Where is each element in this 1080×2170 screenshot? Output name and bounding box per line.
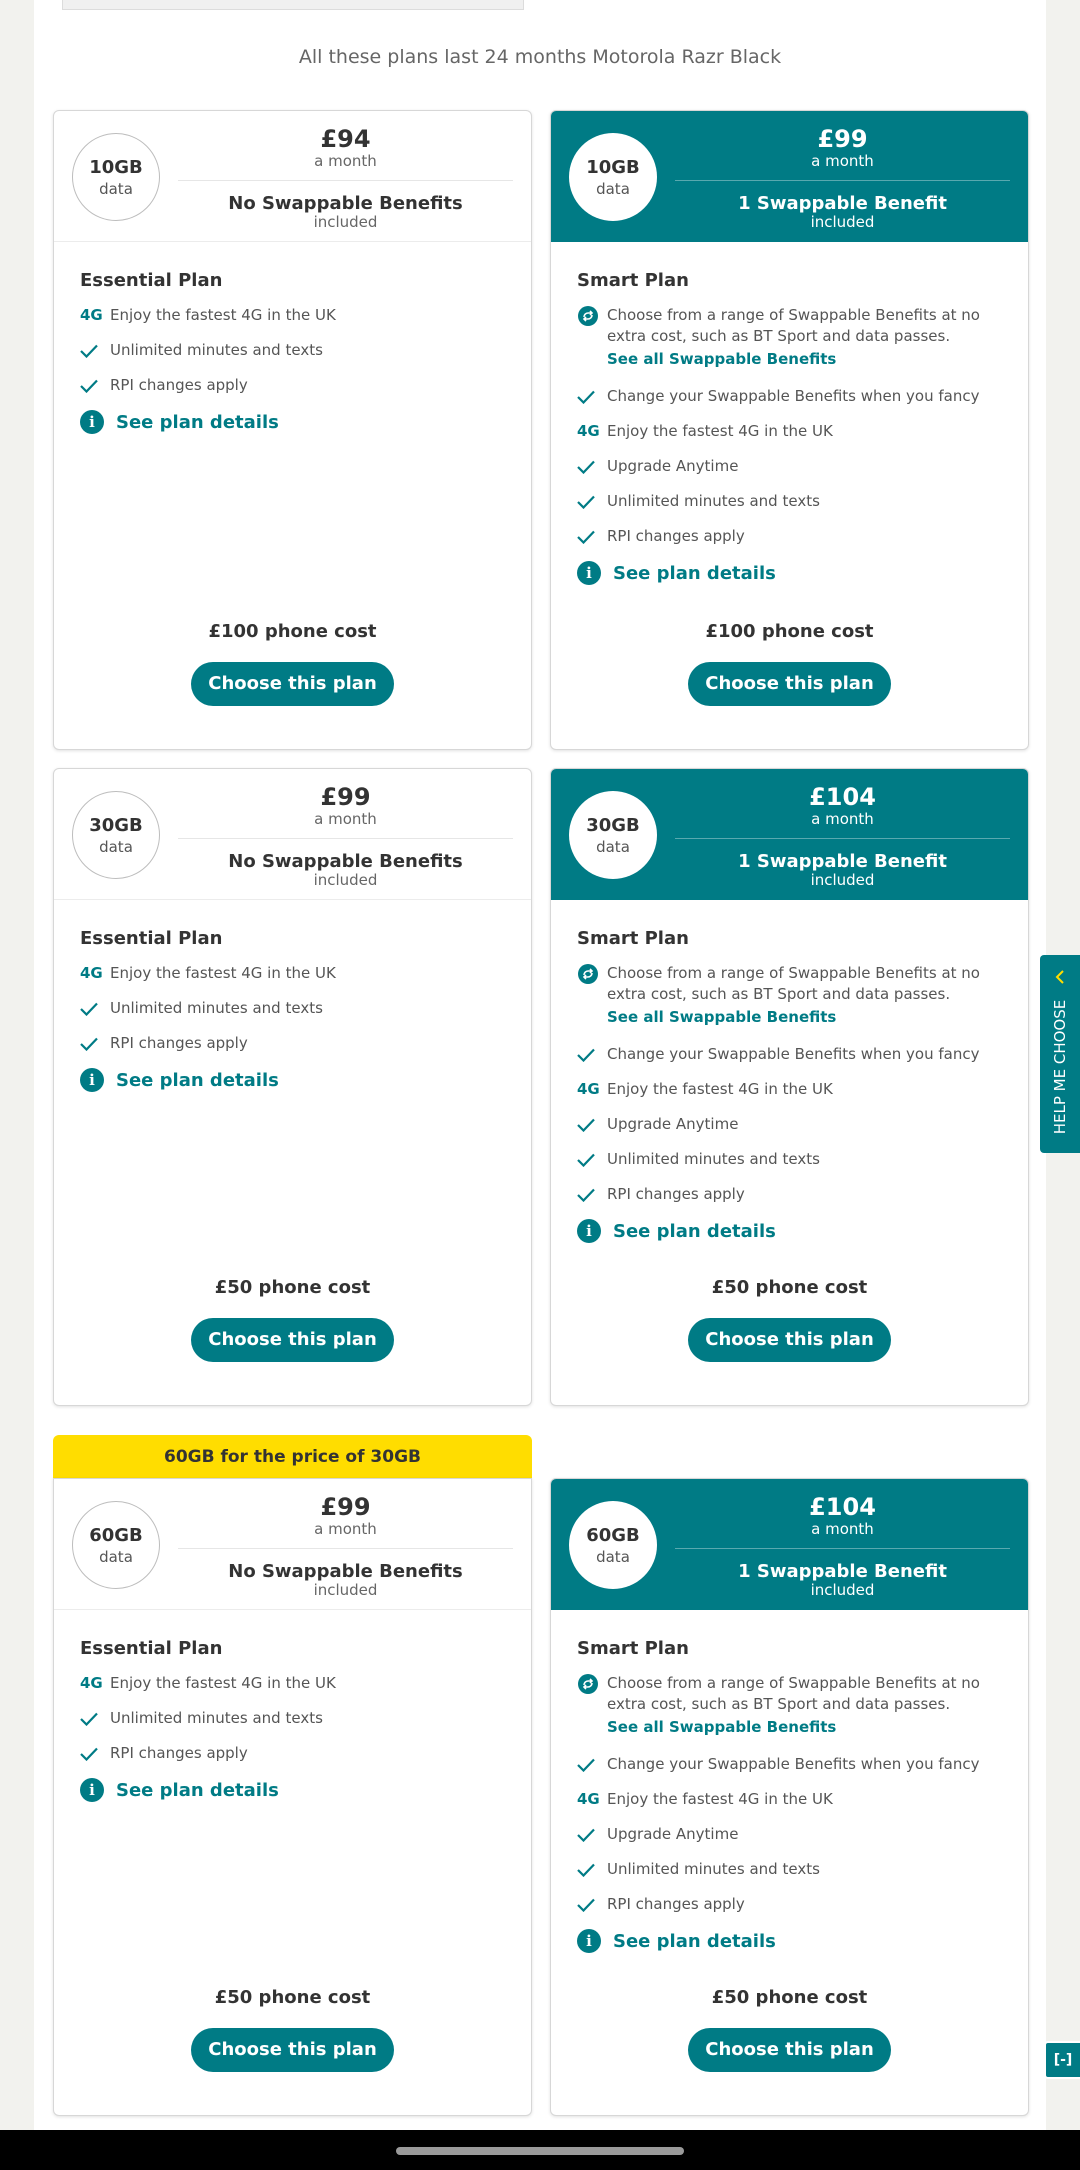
feature-item	[577, 526, 1002, 547]
see-plan-details-link[interactable]	[80, 1068, 505, 1092]
top-strip	[62, 0, 524, 10]
check-icon	[577, 526, 607, 547]
feature-item	[80, 998, 505, 1019]
feature-text: Enjoy the fastest 4G in the UK	[607, 1790, 833, 1808]
plan-card-header	[551, 769, 1028, 900]
swappable-benefits-icon	[577, 963, 607, 984]
feature-text: Unlimited minutes and texts	[607, 1860, 820, 1878]
price-period: a month	[314, 1520, 377, 1538]
plan-card-header	[54, 111, 531, 242]
header-divider	[178, 1548, 513, 1549]
details-label: See plan details	[116, 1779, 279, 1801]
details-label: See plan details	[116, 1069, 279, 1091]
details-label: See plan details	[116, 411, 279, 433]
price-period: a month	[314, 810, 377, 828]
see-plan-details-link[interactable]	[80, 1778, 505, 1802]
price-block	[178, 125, 513, 230]
feature-text: Unlimited minutes and texts	[607, 492, 820, 510]
feature-item	[577, 1894, 1002, 1915]
feature-text: Upgrade Anytime	[607, 1825, 739, 1843]
feature-item	[80, 963, 505, 984]
plan-card-footer	[551, 1277, 1028, 1362]
check-icon	[577, 1114, 607, 1135]
feature-item	[577, 1754, 1002, 1775]
see-plan-details-link[interactable]	[577, 1219, 1002, 1243]
header-divider	[675, 1548, 1010, 1549]
page-subtitle: All these plans last 24 months Motorola Razr Black	[298, 46, 782, 68]
data-label: data	[99, 837, 133, 856]
4g-icon: 4G	[577, 422, 600, 440]
plan-card-footer	[54, 621, 531, 706]
plan-card-footer	[54, 1987, 531, 2072]
data-amount: 30GB	[586, 814, 640, 836]
phone-cost: £100 phone cost	[705, 621, 874, 642]
check-icon	[577, 456, 607, 477]
info-icon: i	[80, 1778, 104, 1802]
feature-text: Unlimited minutes and texts	[110, 341, 323, 359]
data-allowance-badge	[569, 1501, 657, 1589]
feature-text: Change your Swappable Benefits when you fancy	[607, 1045, 980, 1063]
details-label: See plan details	[613, 1220, 776, 1242]
4g-icon: 4G	[577, 1790, 600, 1808]
feature-item	[577, 1859, 1002, 1880]
price-period: a month	[811, 1520, 874, 1538]
feature-item	[577, 1824, 1002, 1845]
data-amount: 60GB	[89, 1524, 143, 1546]
benefit-included: included	[313, 1581, 378, 1599]
plan-card-essential-60gb	[53, 1478, 532, 2116]
choose-plan-button[interactable]: Choose this plan	[688, 662, 891, 706]
benefit-count: No Swappable Benefits	[228, 193, 463, 214]
details-label: See plan details	[613, 562, 776, 584]
feature-text: Enjoy the fastest 4G in the UK	[110, 306, 336, 324]
feature-item	[80, 305, 505, 326]
feature-text: RPI changes apply	[110, 1744, 248, 1762]
plan-card-header	[54, 1479, 531, 1610]
benefit-count: 1 Swappable Benefit	[738, 851, 947, 872]
monthly-price: £94	[320, 125, 371, 153]
price-block	[675, 1493, 1010, 1598]
check-icon	[80, 1708, 110, 1729]
plan-card-footer	[551, 621, 1028, 706]
plan-card-footer	[54, 1277, 531, 1362]
plan-card-footer	[551, 1987, 1028, 2072]
swappable-benefits-icon	[577, 305, 607, 326]
benefit-included: included	[810, 1581, 875, 1599]
price-block	[675, 783, 1010, 888]
plan-card-body	[551, 1610, 1028, 1953]
monthly-price: £104	[809, 783, 876, 811]
feature-item	[577, 1114, 1002, 1135]
plan-card-body	[551, 900, 1028, 1243]
data-allowance-badge	[72, 1501, 160, 1589]
feature-text: RPI changes apply	[110, 1034, 248, 1052]
plan-card-body	[551, 242, 1028, 585]
feature-item	[577, 491, 1002, 512]
data-amount: 10GB	[586, 156, 640, 178]
header-divider	[675, 180, 1010, 181]
plan-card-body	[54, 242, 531, 434]
check-icon	[577, 1824, 607, 1845]
see-all-swappable-benefits-link[interactable]: See all Swappable Benefits	[607, 1008, 837, 1026]
feature-item	[577, 386, 1002, 407]
4g-icon: 4G	[577, 1080, 600, 1098]
monthly-price: £104	[809, 1493, 876, 1521]
phone-cost: £50 phone cost	[711, 1987, 868, 2008]
check-icon	[80, 340, 110, 361]
benefit-included: included	[810, 871, 875, 889]
plan-card-header	[551, 111, 1028, 242]
help-me-choose-tab[interactable]	[1040, 955, 1080, 1153]
feature-text: Enjoy the fastest 4G in the UK	[110, 1674, 336, 1692]
check-icon	[80, 998, 110, 1019]
choose-plan-button[interactable]: Choose this plan	[688, 1318, 891, 1362]
feature-item	[577, 305, 1002, 370]
feature-item	[80, 340, 505, 361]
plan-card-body	[54, 1610, 531, 1802]
feature-item	[577, 456, 1002, 477]
price-block	[178, 1493, 513, 1598]
feature-text: Unlimited minutes and texts	[110, 999, 323, 1017]
data-allowance-badge	[569, 791, 657, 879]
plan-name: Essential Plan	[80, 270, 223, 291]
promo-banner: 60GB for the price of 30GB	[53, 1435, 532, 1479]
benefit-included: included	[313, 213, 378, 231]
details-label: See plan details	[613, 1930, 776, 1952]
info-icon: i	[80, 1068, 104, 1092]
benefit-included: included	[810, 213, 875, 231]
phone-cost: £50 phone cost	[214, 1987, 371, 2008]
benefit-count: No Swappable Benefits	[228, 1561, 463, 1582]
phone-cost: £50 phone cost	[711, 1277, 868, 1298]
home-gesture-handle[interactable]	[396, 2147, 684, 2155]
feature-item	[80, 375, 505, 396]
check-icon	[577, 491, 607, 512]
swappable-benefits-icon	[577, 1673, 607, 1694]
feature-text: Change your Swappable Benefits when you fancy	[607, 387, 980, 405]
choose-plan-button[interactable]: Choose this plan	[191, 2028, 394, 2072]
data-allowance-badge	[72, 791, 160, 879]
feature-item	[577, 1184, 1002, 1205]
plan-card-smart-10gb	[550, 110, 1029, 750]
feature-text: Choose from a range of Swappable Benefits at no extra cost, such as BT Sport and data passes. See all Swappable Benefits	[607, 1673, 1002, 1738]
check-icon	[80, 1743, 110, 1764]
feature-text: Enjoy the fastest 4G in the UK	[607, 1080, 833, 1098]
phone-cost: £50 phone cost	[214, 1277, 371, 1298]
plan-name: Smart Plan	[577, 1638, 689, 1659]
feature-text: Change your Swappable Benefits when you fancy	[607, 1755, 980, 1773]
feature-item	[80, 1033, 505, 1054]
plan-card-smart-30gb	[550, 768, 1029, 1406]
feature-item	[577, 1789, 1002, 1810]
price-block	[178, 783, 513, 888]
info-icon: i	[80, 410, 104, 434]
info-icon: i	[577, 1219, 601, 1243]
see-plan-details-link[interactable]	[577, 561, 1002, 585]
data-allowance-badge	[569, 133, 657, 221]
benefit-count: 1 Swappable Benefit	[738, 1561, 947, 1582]
data-label: data	[596, 1547, 630, 1566]
feature-item	[577, 1673, 1002, 1738]
feature-text: Choose from a range of Swappable Benefits at no extra cost, such as BT Sport and data passes. See all Swappable Benefits	[607, 305, 1002, 370]
4g-icon: 4G	[80, 306, 103, 324]
help-me-choose-label: HELP ME CHOOSE	[1051, 999, 1069, 1135]
feature-text: RPI changes apply	[110, 376, 248, 394]
check-icon	[80, 1033, 110, 1054]
feature-item	[80, 1743, 505, 1764]
feature-text: RPI changes apply	[607, 527, 745, 545]
feature-text: Enjoy the fastest 4G in the UK	[607, 422, 833, 440]
data-label: data	[99, 1547, 133, 1566]
plan-name: Smart Plan	[577, 270, 689, 291]
price-block	[675, 125, 1010, 230]
see-plan-details-link[interactable]	[80, 410, 505, 434]
feature-item	[577, 1149, 1002, 1170]
data-label: data	[99, 179, 133, 198]
feature-item	[80, 1708, 505, 1729]
see-plan-details-link[interactable]	[577, 1929, 1002, 1953]
price-period: a month	[314, 152, 377, 170]
benefit-count: 1 Swappable Benefit	[738, 193, 947, 214]
feature-text: Upgrade Anytime	[607, 457, 739, 475]
4g-icon: 4G	[80, 964, 103, 982]
info-icon: i	[577, 1929, 601, 1953]
data-amount: 60GB	[586, 1524, 640, 1546]
header-divider	[675, 838, 1010, 839]
feature-text: RPI changes apply	[607, 1895, 745, 1913]
feature-item	[577, 963, 1002, 1028]
feature-item	[577, 1044, 1002, 1065]
phone-cost: £100 phone cost	[208, 621, 377, 642]
plan-card-header	[551, 1479, 1028, 1610]
plan-card-smart-60gb	[550, 1478, 1029, 2116]
feature-item	[577, 421, 1002, 442]
check-icon	[577, 1894, 607, 1915]
data-amount: 30GB	[89, 814, 143, 836]
header-divider	[178, 838, 513, 839]
feature-text: Enjoy the fastest 4G in the UK	[110, 964, 336, 982]
plan-card-body	[54, 900, 531, 1092]
choose-plan-button[interactable]: Choose this plan	[688, 2028, 891, 2072]
plan-name: Essential Plan	[80, 1638, 223, 1659]
see-all-swappable-benefits-link[interactable]: See all Swappable Benefits	[607, 1718, 837, 1736]
see-all-swappable-benefits-link[interactable]: See all Swappable Benefits	[607, 350, 837, 368]
check-icon	[577, 1044, 607, 1065]
feature-text: Unlimited minutes and texts	[607, 1150, 820, 1168]
price-period: a month	[811, 810, 874, 828]
plan-card-essential-30gb	[53, 768, 532, 1406]
choose-plan-button[interactable]: Choose this plan	[191, 662, 394, 706]
plan-name: Smart Plan	[577, 928, 689, 949]
header-divider	[178, 180, 513, 181]
check-icon	[577, 1149, 607, 1170]
feature-text: Upgrade Anytime	[607, 1115, 739, 1133]
monthly-price: £99	[320, 1493, 371, 1521]
check-icon	[80, 375, 110, 396]
system-navigation-bar	[0, 2130, 1080, 2170]
check-icon	[577, 1754, 607, 1775]
check-icon	[577, 386, 607, 407]
chevron-left-icon	[1052, 969, 1068, 985]
data-label: data	[596, 179, 630, 198]
feature-text: RPI changes apply	[607, 1185, 745, 1203]
4g-icon: 4G	[80, 1674, 103, 1692]
monthly-price: £99	[320, 783, 371, 811]
price-period: a month	[811, 152, 874, 170]
data-label: data	[596, 837, 630, 856]
data-allowance-badge	[72, 133, 160, 221]
benefit-included: included	[313, 871, 378, 889]
choose-plan-button[interactable]: Choose this plan	[191, 1318, 394, 1362]
feedback-button[interactable]: [-]	[1044, 2041, 1080, 2079]
feature-text: Choose from a range of Swappable Benefits at no extra cost, such as BT Sport and data passes. See all Swappable Benefits	[607, 963, 1002, 1028]
data-amount: 10GB	[89, 156, 143, 178]
plan-name: Essential Plan	[80, 928, 223, 949]
feature-text: Unlimited minutes and texts	[110, 1709, 323, 1727]
plan-card-essential-10gb	[53, 110, 532, 750]
feature-item	[577, 1079, 1002, 1100]
check-icon	[577, 1184, 607, 1205]
feature-item	[80, 1673, 505, 1694]
plan-card-header	[54, 769, 531, 900]
check-icon	[577, 1859, 607, 1880]
benefit-count: No Swappable Benefits	[228, 851, 463, 872]
info-icon: i	[577, 561, 601, 585]
monthly-price: £99	[817, 125, 868, 153]
